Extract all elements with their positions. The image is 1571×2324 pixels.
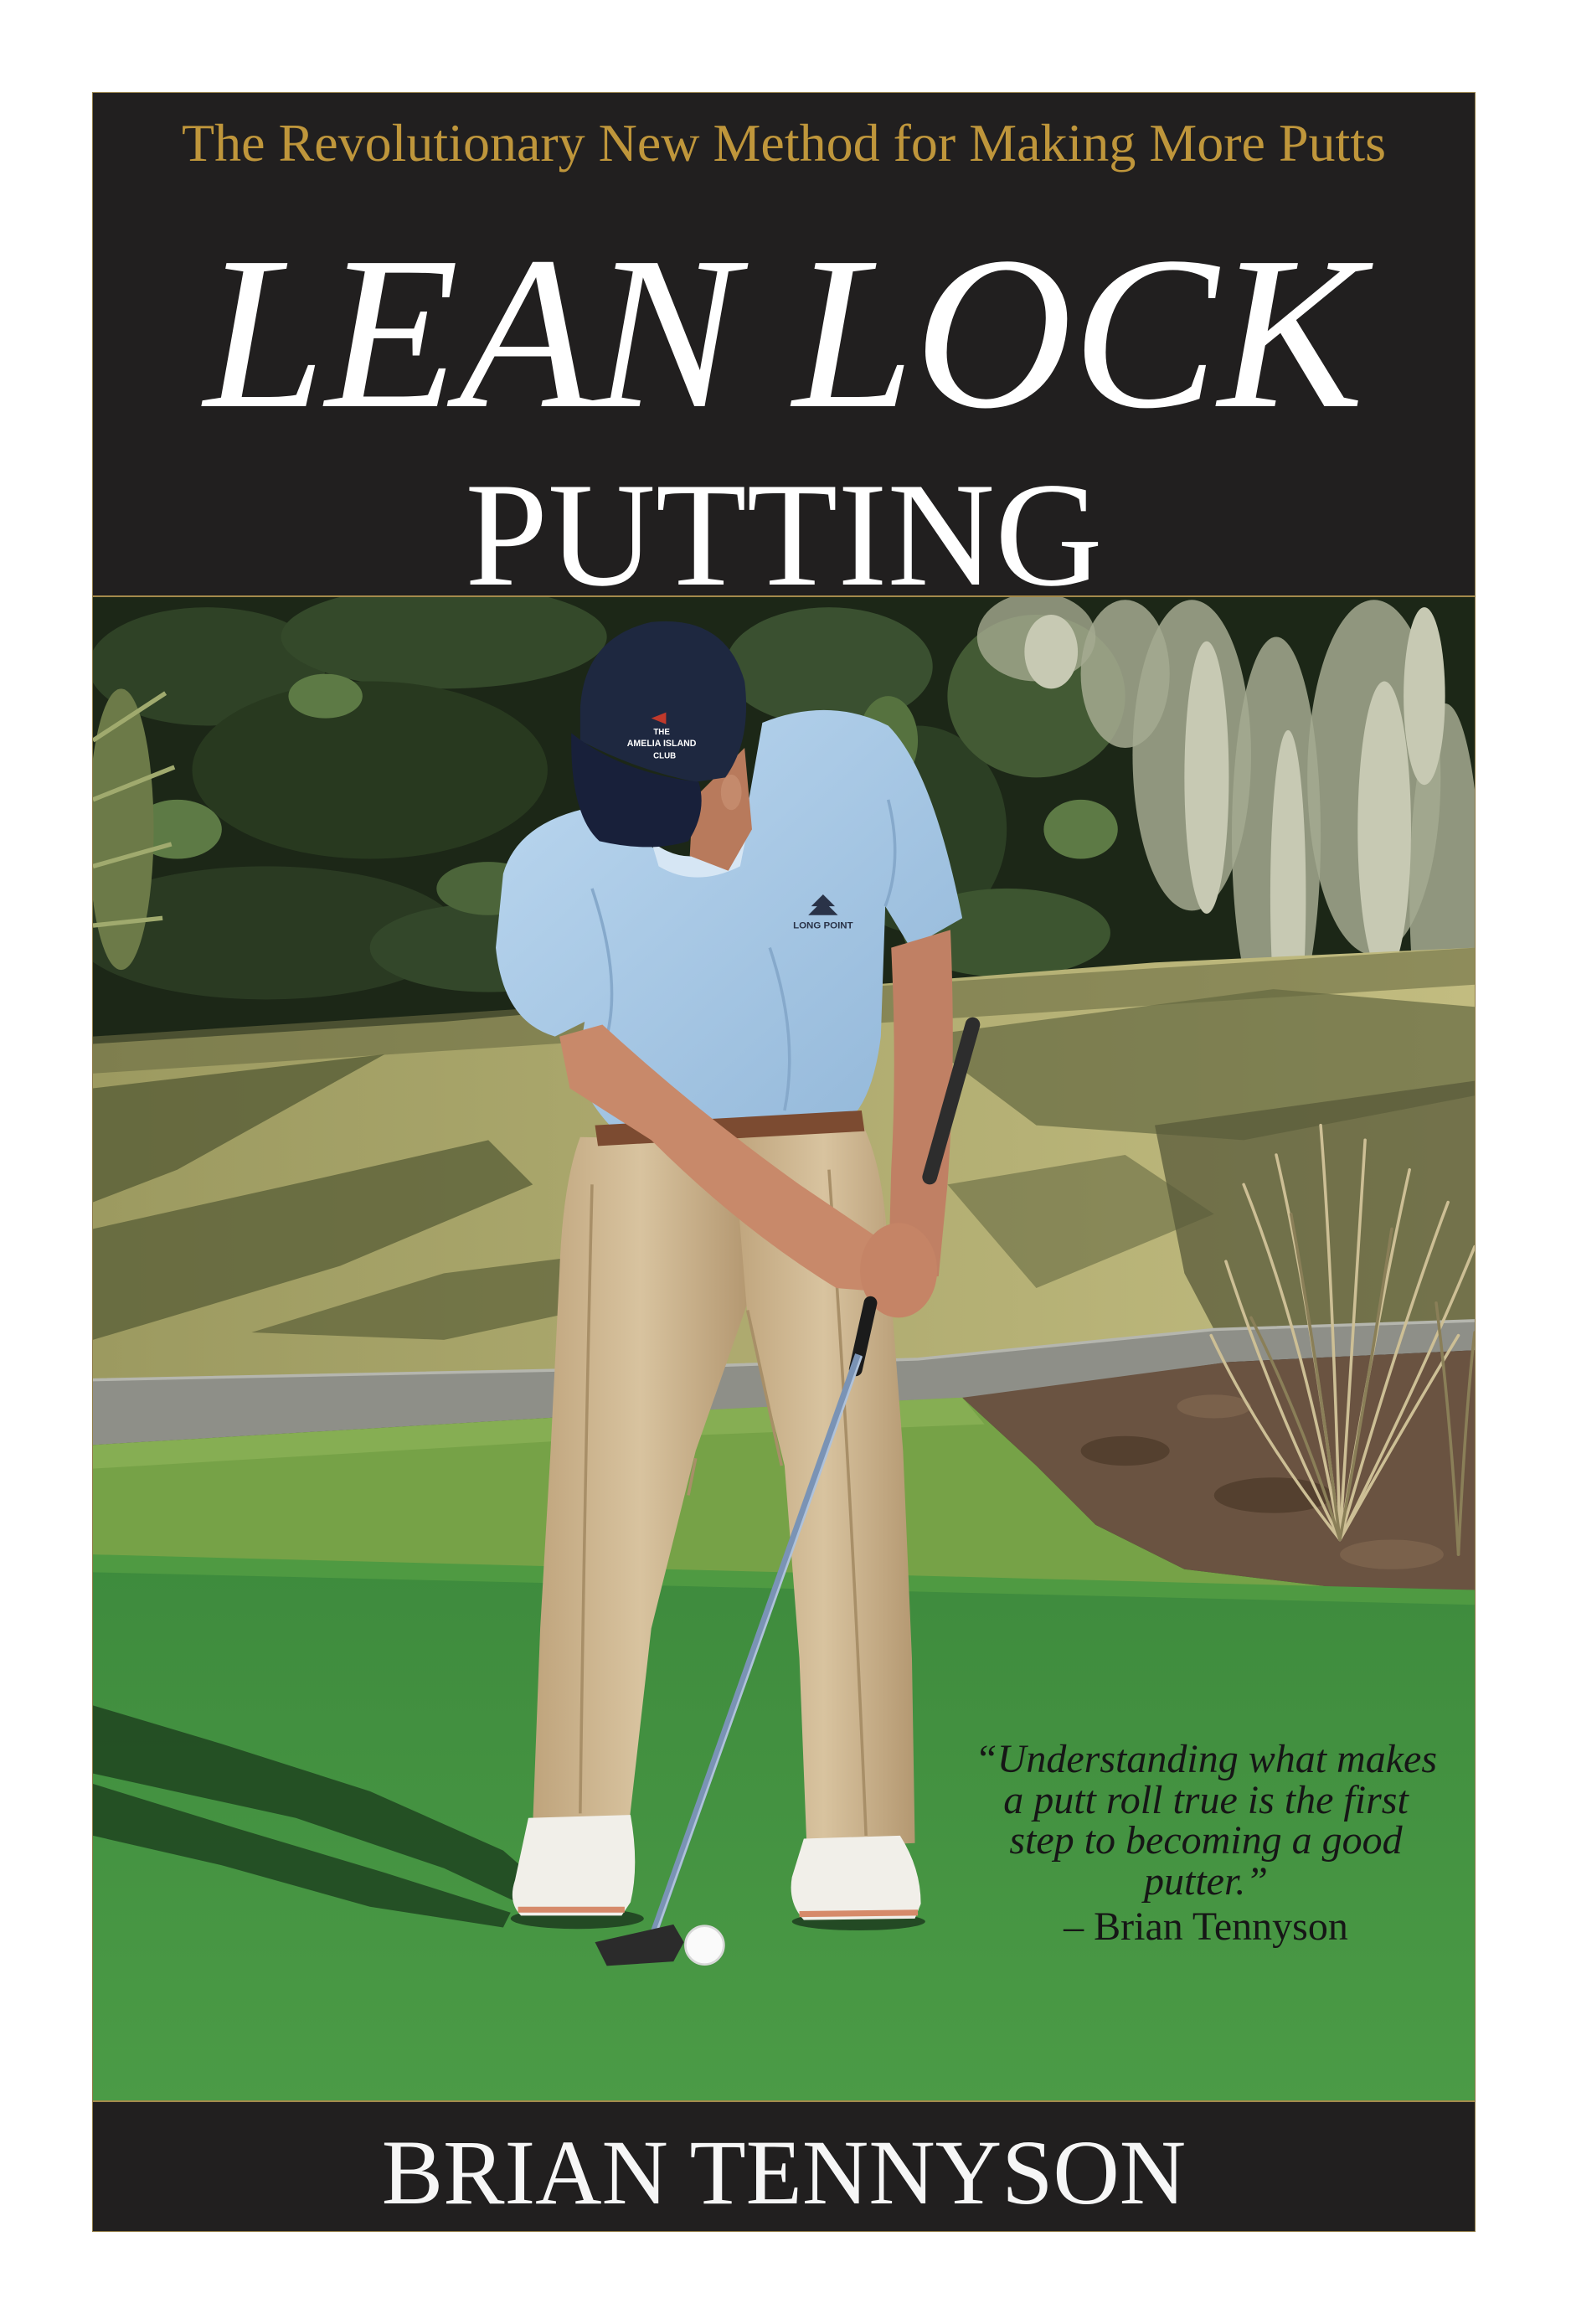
cap-logo-line-3: CLUB bbox=[653, 751, 677, 761]
shirt-logo-text: LONG POINT bbox=[793, 920, 853, 931]
quote-line-1: “Understanding what makes bbox=[975, 1737, 1437, 1781]
golf-ball bbox=[685, 1926, 724, 1965]
cover-panel bbox=[93, 93, 1475, 2231]
cap-logo-line-2: AMELIA ISLAND bbox=[626, 739, 697, 750]
quote-line-2: a putt roll true is the first bbox=[1003, 1777, 1409, 1822]
cover-tagline: The Revolutionary New Method for Making More Putts bbox=[182, 113, 1386, 173]
quote-attribution: – Brian Tennyson bbox=[1064, 1904, 1348, 1949]
quote-line-3: step to becoming a good bbox=[1009, 1818, 1403, 1863]
cover-title-putting: PUTTING bbox=[465, 451, 1103, 595]
cap-logo-line-1: THE bbox=[653, 728, 670, 738]
cover-title-lean-lock: LEAN LOCK bbox=[203, 212, 1364, 454]
cover-quote bbox=[938, 1739, 1474, 1948]
photo-top-rule bbox=[93, 595, 1475, 597]
author-name: BRIAN TENNYSON bbox=[381, 2121, 1187, 2224]
golfer-ear bbox=[721, 775, 742, 810]
cover-photo bbox=[93, 595, 1475, 2102]
quote-line-4: putter.” bbox=[1143, 1858, 1269, 1904]
title-band bbox=[93, 93, 1475, 595]
author-band bbox=[93, 2102, 1475, 2231]
